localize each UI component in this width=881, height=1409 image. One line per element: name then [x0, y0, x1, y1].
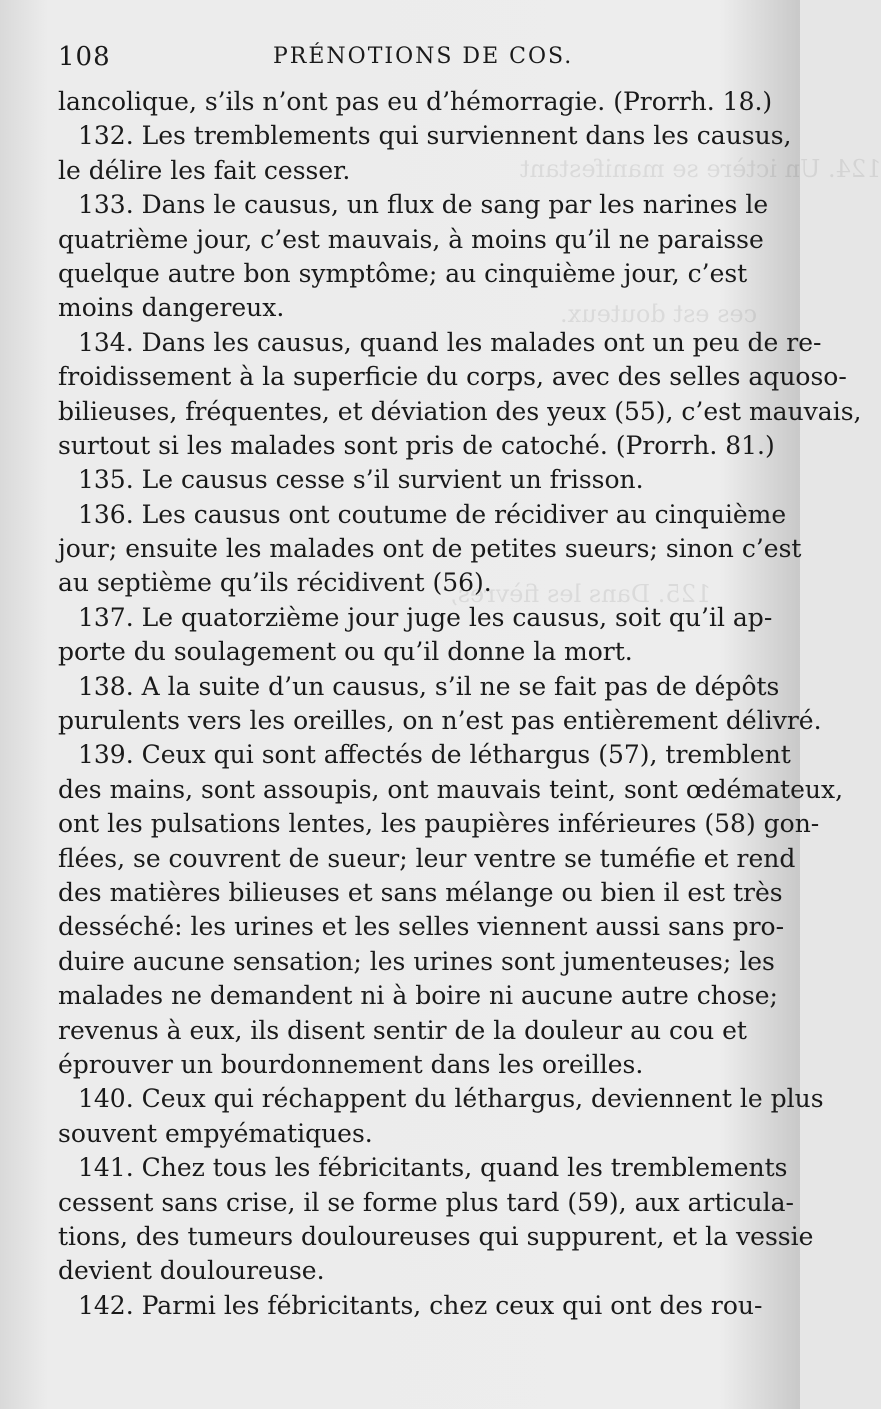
- text-line: moins dangereux.: [58, 293, 285, 323]
- text-line: desséché: les urines et les selles viennent aussi sans pro-: [58, 912, 785, 942]
- text-line: flées, se couvrent de sueur; leur ventre se tuméfie et rend: [58, 843, 796, 873]
- bleed-through-text: 124. Un ictère se manifestant: [520, 155, 881, 183]
- text-line: surtout si les malades sont pris de catoché. (Prorrh. 81.): [58, 430, 775, 460]
- running-title: PRÉNOTIONS DE COS.: [273, 44, 574, 69]
- text-line: 137. Le quatorzième jour juge les causus, soit qu’il ap-: [78, 602, 773, 632]
- page-header: [58, 42, 748, 82]
- text-line: 138. A la suite d’un causus, s’il ne se fait pas de dépôts: [78, 671, 780, 701]
- text-line: tions, des tumeurs douloureuses qui suppurent, et la vessie: [58, 1221, 814, 1251]
- text-line: 135. Le causus cesse s’il survient un frisson.: [78, 465, 644, 495]
- text-line: 139. Ceux qui sont affectés de léthargus (57), tremblent: [78, 740, 791, 770]
- bleed-through-text: ces est douteux.: [560, 300, 758, 328]
- text-line: 141. Chez tous les fébricitants, quand les tremblements: [78, 1153, 788, 1183]
- text-line: ont les pulsations lentes, les paupières inférieures (58) gon-: [58, 809, 820, 839]
- text-line: froidissement à la superficie du corps, avec des selles aquoso-: [58, 362, 847, 392]
- text-line: 134. Dans les causus, quand les malades ont un peu de re-: [78, 327, 822, 357]
- text-line: porte du soulagement ou qu’il donne la mort.: [58, 637, 633, 667]
- text-line: 142. Parmi les fébricitants, chez ceux qui ont des rou-: [78, 1290, 763, 1320]
- text-line: duire aucune sensation; les urines sont jumenteuses; les: [58, 946, 775, 976]
- text-line: jour; ensuite les malades ont de petites sueurs; sinon c’est: [58, 534, 802, 564]
- text-line: devient douloureuse.: [58, 1256, 325, 1286]
- page-number: 108: [58, 42, 111, 72]
- text-line: lancolique, s’ils n’ont pas eu d’hémorragie. (Prorrh. 18.): [58, 87, 773, 116]
- text-line: souvent empyématiques.: [58, 1118, 373, 1148]
- text-line: 132. Les tremblements qui surviennent dans les causus,: [78, 121, 792, 151]
- text-line: malades ne demandent ni à boire ni aucune autre chose;: [58, 981, 778, 1011]
- text-line: cessent sans crise, il se forme plus tard (59), aux articula-: [58, 1187, 794, 1217]
- bleed-through-text: 125. Dans les fièvres,: [450, 580, 712, 608]
- text-line: des mains, sont assoupis, ont mauvais teint, sont œdémateux,: [58, 774, 844, 804]
- text-line: quelque autre bon symptôme; au cinquième jour, c’est: [58, 258, 748, 288]
- text-line: 133. Dans le causus, un flux de sang par les narines le: [78, 190, 769, 220]
- text-line: bilieuses, fréquentes, et déviation des yeux (55), c’est mauvais,: [58, 396, 862, 426]
- text-line: quatrième jour, c’est mauvais, à moins qu’il ne paraisse: [58, 224, 764, 254]
- text-line: 136. Les causus ont coutume de récidiver au cinquième: [78, 499, 787, 529]
- text-line: purulents vers les oreilles, on n’est pas entièrement délivré.: [58, 706, 822, 736]
- text-line: des matières bilieuses et sans mélange ou bien il est très: [58, 877, 783, 907]
- text-line: 140. Ceux qui réchappent du léthargus, deviennent le plus: [78, 1084, 824, 1114]
- text-line: au septième qu’ils récidivent (56).: [58, 568, 492, 598]
- page-body: [58, 85, 862, 1323]
- text-line: le délire les fait cesser.: [58, 155, 351, 185]
- text-line: éprouver un bourdonnement dans les oreilles.: [58, 1049, 644, 1079]
- text-line: revenus à eux, ils disent sentir de la douleur au cou et: [58, 1015, 747, 1045]
